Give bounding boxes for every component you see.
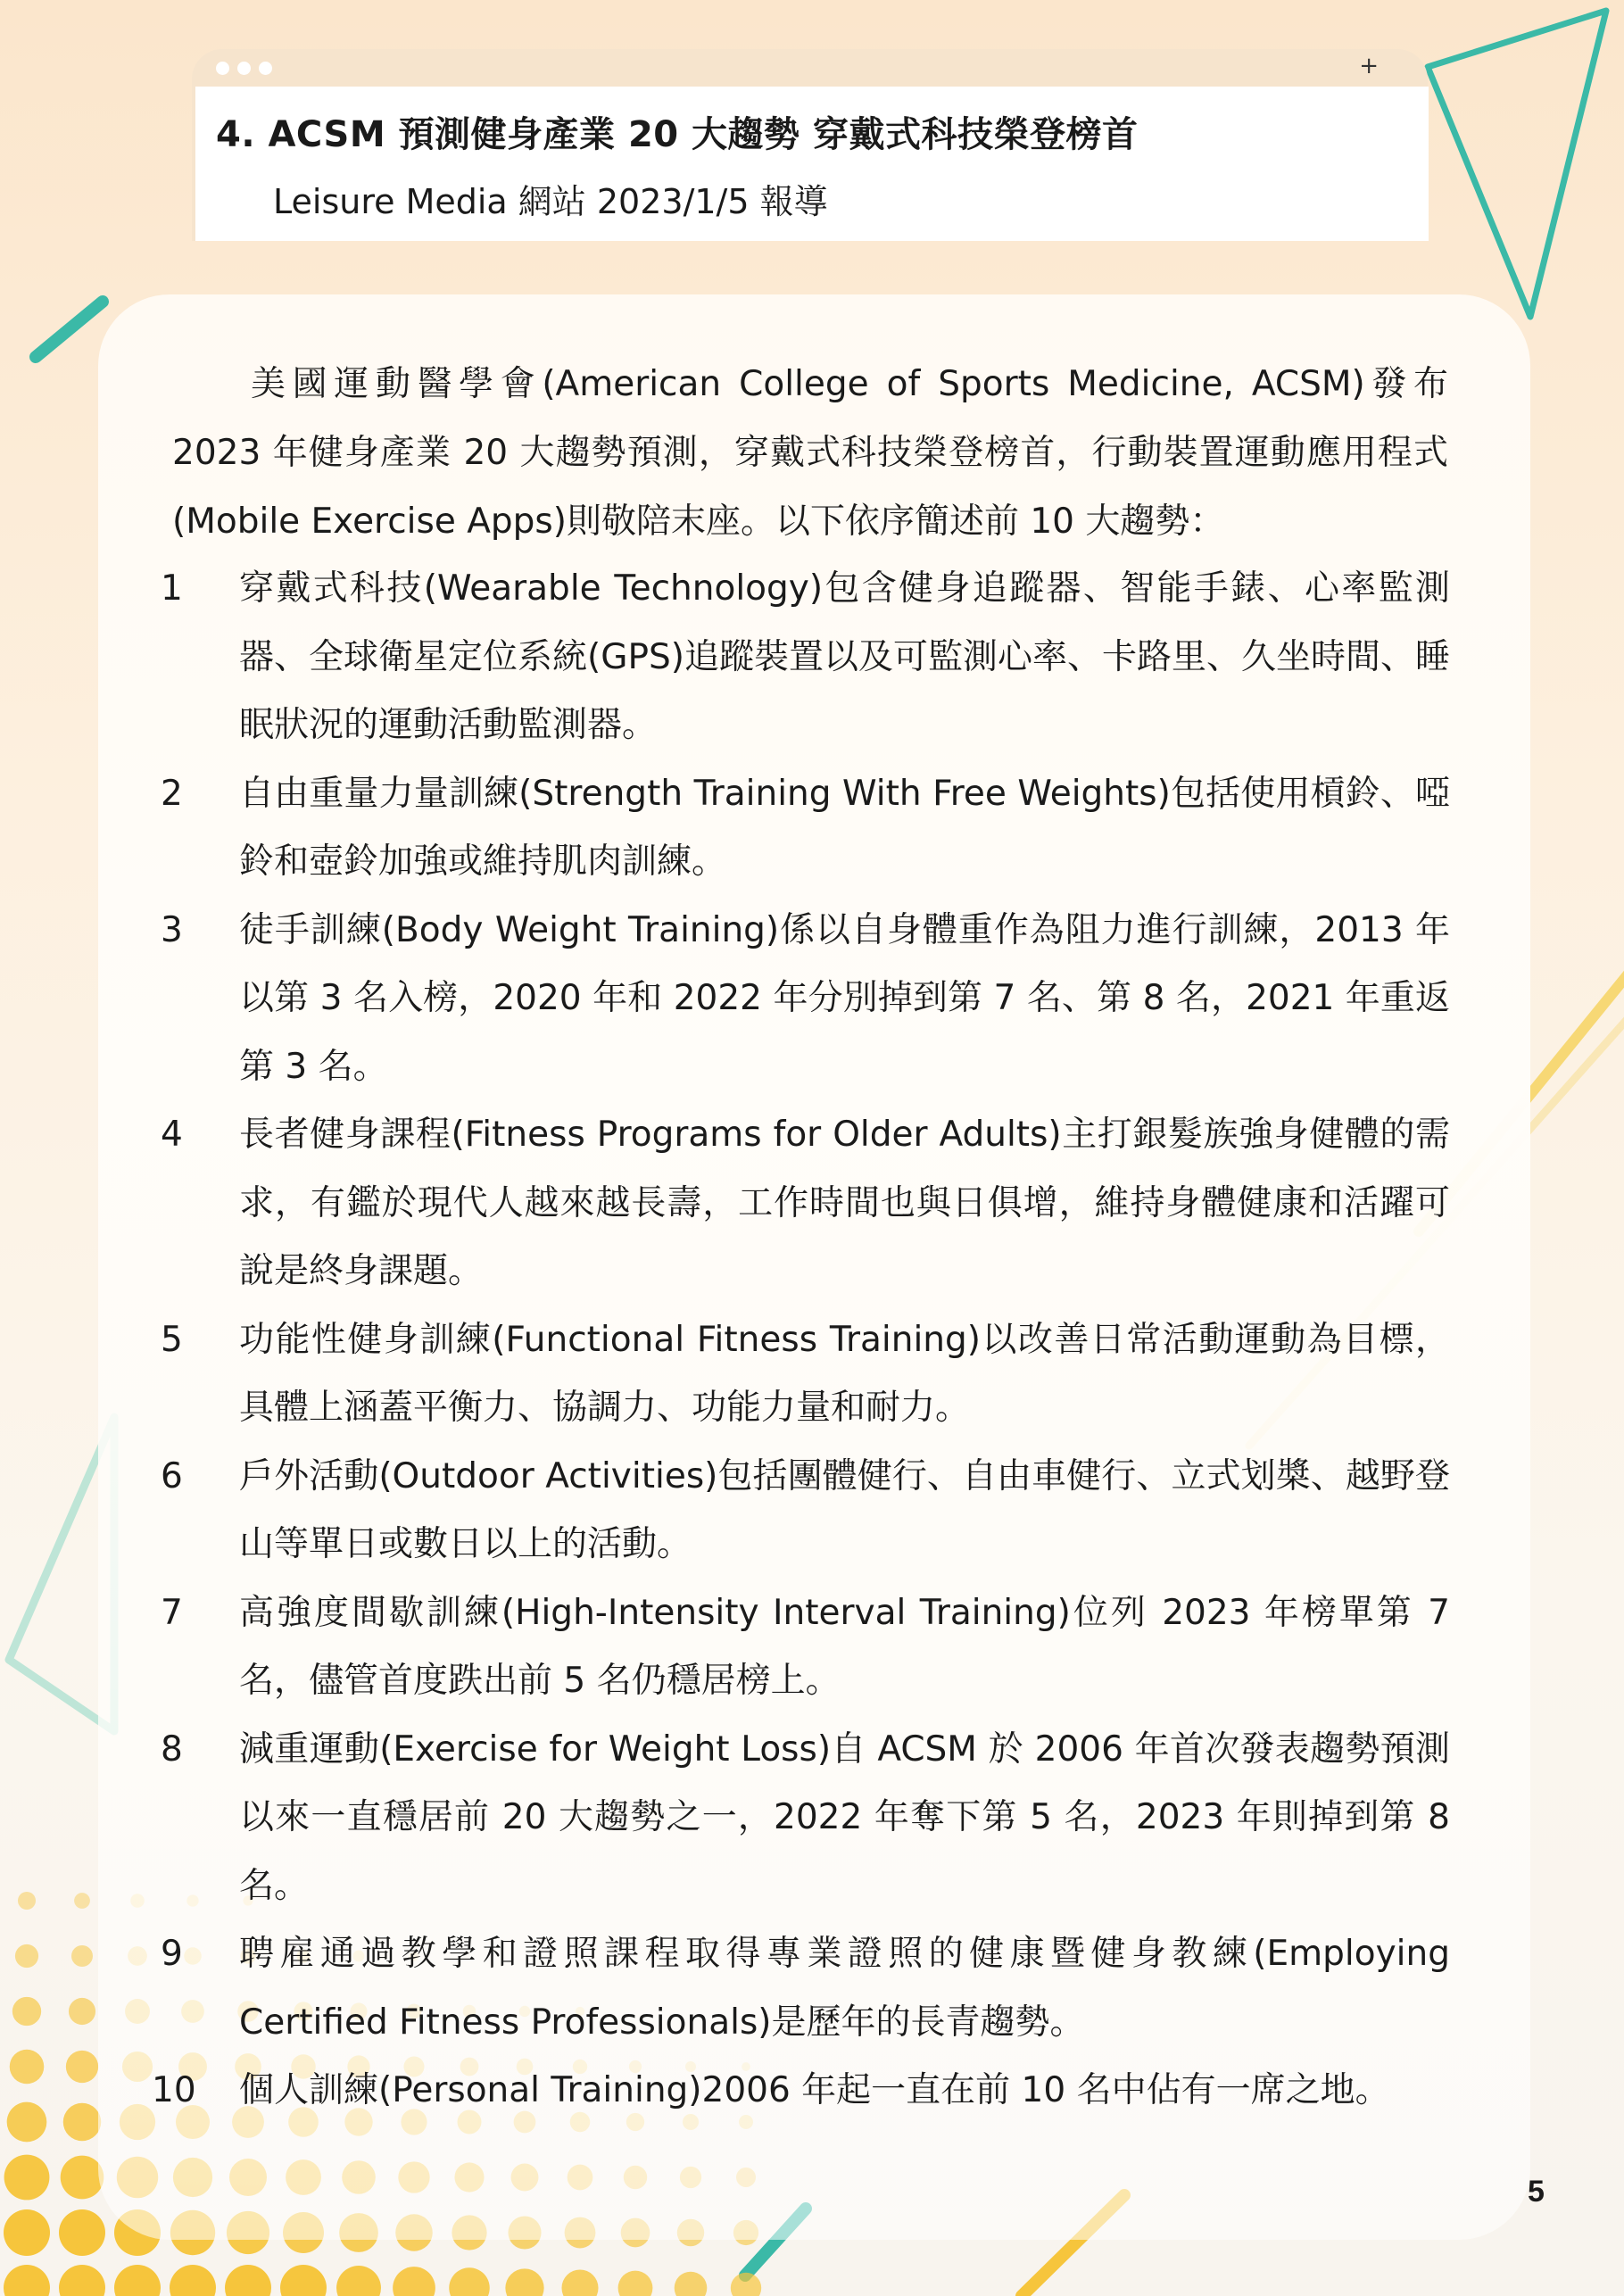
window-dots — [216, 62, 272, 75]
decorative-dot — [336, 2266, 381, 2296]
decorative-dot — [225, 2265, 271, 2296]
list-item — [152, 1101, 1450, 1306]
decorative-dot — [4, 2155, 50, 2201]
decorative-dot — [561, 2269, 598, 2296]
item-text: 聘雇通過教學和證照課程取得專業證照的健康暨健身教練(Employing Certified Fitness Professionals)是歷年的長青趨勢。 — [239, 1934, 1450, 2043]
article-source: Leisure Media 網站 2023/1/5 報導 — [273, 182, 828, 221]
decorative-dot — [618, 2271, 653, 2296]
item-text: 長者健身課程(Fitness Programs for Older Adults)主打銀髮族強身健體的需求，有鑑於現代人越來越長壽，工作時間也與日俱增，維持身體健康和活躍可說是終身課題。 — [239, 1115, 1450, 1291]
item-text: 戶外活動(Outdoor Activities)包括團體健行、自由車健行、立式划槳、越野登山等單日或數日以上的活動。 — [239, 1455, 1450, 1564]
decorative-dot — [15, 1944, 38, 1968]
item-number: 4 — [161, 1115, 183, 1155]
decorative-dot — [449, 2267, 489, 2296]
item-text: 徒手訓練(Body Weight Training)係以自身體重作為阻力進行訓練，2013 年以第 3 名入榜，2020 年和 2022 年分別掉到第 7 名、第 8 名，2021 年重返第 3 名。 — [239, 909, 1450, 1087]
trend-list — [152, 555, 1450, 2126]
decorative-dot — [12, 1997, 41, 2026]
decorative-dot — [71, 1945, 93, 1967]
list-item — [152, 1716, 1450, 1921]
decorative-dot — [74, 1893, 90, 1909]
decorative-dot — [59, 2265, 105, 2296]
list-item — [152, 555, 1450, 760]
item-number: 8 — [161, 1728, 183, 1770]
decorative-dot — [4, 2209, 50, 2256]
decorative-dot — [731, 2273, 761, 2296]
item-number: 9 — [161, 1934, 183, 1974]
list-item — [152, 897, 1450, 1102]
teal-stroke-left — [36, 302, 103, 357]
item-text: 功能性健身訓練(Functional Fitness Training)以改善日常活動運動為目標，具體上涵蓋平衡力、協調力、功能力量和耐力。 — [239, 1319, 1450, 1428]
item-text: 穿戴式科技(Wearable Technology)包含健身追蹤器、智能手錶、心率監測器、全球衛星定位系統(GPS)追蹤裝置以及可監測心率、卡路里、久坐時間、睡眠狀況的運動活動監測器。 — [239, 568, 1450, 745]
item-number: 5 — [161, 1319, 183, 1360]
list-item — [152, 1920, 1450, 2057]
decorative-dot — [505, 2268, 543, 2296]
list-item — [152, 1579, 1450, 1716]
decorative-dot — [66, 2051, 98, 2083]
decorative-dot — [69, 1998, 95, 2025]
item-number: 10 — [152, 2070, 196, 2110]
page-number: 5 — [1528, 2175, 1545, 2209]
teal-triangle-decoration — [1428, 11, 1606, 317]
item-number: 3 — [161, 909, 183, 950]
item-number: 6 — [161, 1455, 183, 1496]
decorative-dot — [675, 2272, 708, 2296]
intro-paragraph: 美國運動醫學會(American College of Sports Medicine, ACSM)發布 2023 年健身產業 20 大趨勢預測，穿戴式科技榮登榜首，行動裝置運動應用程式(Mobile Exercise Apps)則敬陪末座。以下依序簡述前 10 大趨勢： — [172, 364, 1448, 542]
decorative-dot — [170, 2265, 216, 2296]
decorative-dot — [59, 2209, 105, 2256]
item-text: 減重運動(Exercise for Weight Loss)自 ACSM 於 2006 年首次發表趨勢預測以來一直穩居前 20 大趨勢之一，2022 年奪下第 5 名，2023 年則掉到第 8 名。 — [239, 1728, 1450, 1906]
list-item — [152, 1306, 1450, 1443]
item-text: 自由重量力量訓練(Strength Training With Free Weights)包括使用槓鈴、啞鈴和壺鈴加強或維持肌肉訓練。 — [239, 773, 1450, 882]
item-text: 個人訓練(Personal Training)2006 年起一直在前 10 名中佔有一席之地。 — [239, 2070, 1390, 2110]
plus-icon: + — [1359, 53, 1379, 79]
decorative-dot — [393, 2267, 435, 2296]
decorative-dot — [10, 2050, 45, 2085]
item-number: 1 — [161, 568, 183, 609]
list-item — [152, 1443, 1450, 1579]
decorative-dot — [18, 1892, 36, 1910]
item-text: 高強度間歇訓練(High-Intensity Interval Training)位列 2023 年榜單第 7 名，儘管首度跌出前 5 名仍穩居榜上。 — [239, 1592, 1450, 1701]
decorative-dot — [63, 2103, 101, 2141]
list-item — [152, 760, 1450, 897]
decorative-dot — [114, 2265, 161, 2296]
decorative-dot — [280, 2265, 327, 2296]
article-title: 4. ACSM 預測健身產業 20 大趨勢 穿戴式科技榮登榜首 — [216, 114, 1139, 155]
list-item — [152, 2057, 1450, 2126]
decorative-dot — [7, 2102, 47, 2143]
header-panel — [195, 87, 1429, 241]
item-number: 7 — [161, 1592, 183, 1633]
item-number: 2 — [161, 773, 183, 814]
decorative-dot — [4, 2265, 50, 2296]
